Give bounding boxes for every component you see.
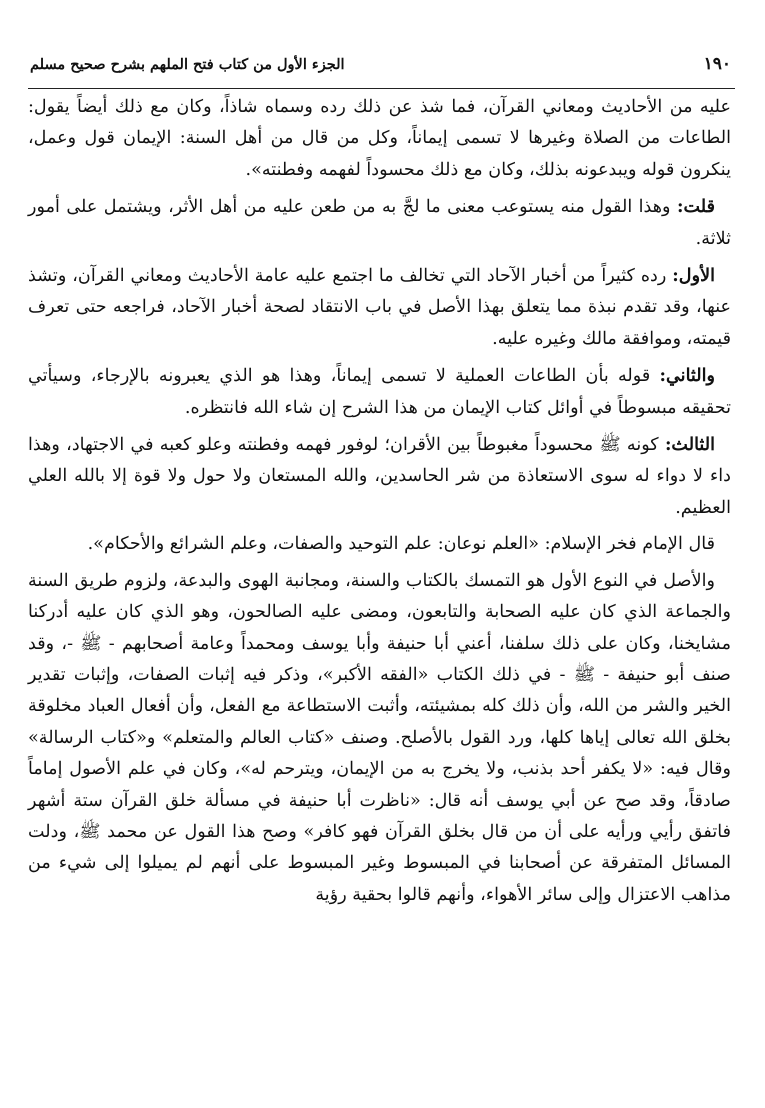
- paragraph-lead: والثاني:: [659, 365, 715, 387]
- page-body: [28, 92, 731, 1094]
- paragraph-lead: قلت:: [676, 196, 715, 218]
- paragraph-text: قوله بأن الطاعات العملية لا تسمى إيماناً، وهذا هو الذي يعبرونه بالإرجاء، وسيأتي تحقيقه مبسوطاً في أوائل كتاب الإيمان من هذا الشرح إن شاء الله فانتظره.: [28, 366, 731, 418]
- page-number: ١٩٠: [703, 54, 731, 74]
- paragraph-text: وهذا القول منه يستوعب معنى ما لجَّ به من طعن عليه من أهل الأثر، ويشتمل على أمور ثلاثة.: [28, 197, 731, 249]
- paragraph-text: قال الإمام فخر الإسلام: «العلم نوعان: علم التوحيد والصفات، وعلم الشرائع والأحكام».: [87, 534, 715, 555]
- paragraph-lead: الثالث:: [664, 434, 715, 456]
- header-rule: [28, 88, 735, 89]
- paragraph-text: كونه ﷺ محسوداً مغبوطاً بين الأقران؛ لوفور فهمه وفطنته وعلو كعبه في الاجتهاد، وهذا داء لا دواء له سوى الاستعاذة من شر الحاسدين، والله المستعان ولا حول ولا قوة إلا بالله العلي العظيم.: [28, 435, 731, 518]
- paragraph-text: رده كثيراً من أخبار الآحاد التي تخالف ما اجتمع عليه عامة الأحاديث ومعاني القرآن، وتشذ عنها، وقد تقدم نبذة مما يتعلق بهذا الأصل في باب الانتقاد لصحة أخبار الآحاد، فراجعه حتى تعرف قيمته، وموافقة مالك وغيره عليه.: [28, 266, 731, 349]
- paragraph-first-kind: [28, 566, 731, 911]
- paragraph-first: [28, 260, 731, 355]
- paragraph-fakhr-al-islam: [28, 529, 731, 560]
- page-header: [24, 44, 735, 84]
- paragraph-text: والأصل في النوع الأول هو التمسك بالكتاب والسنة، ومجانبة الهوى والبدعة، ولزوم طريق السنة والجماعة الذي كان عليه الصحابة والتابعون، ومضى عليه الصالحون، وهو الذي كان عليه أدركنا مشايخنا، وكان على ذلك سلفنا، أعني أبا حنيفة وأبا يوسف ومحمداً وعامة أصحابهم - ﷺ -، وقد صنف أبو حنيفة - ﷺ - في ذلك الكتاب «الفقه الأكبر»، وذكر فيه إثبات الصفات، وإثبات تقدير الخير والشر من الله، وأن ذلك كله بمشيئته، وأثبت الاستطاعة مع الفعل، وأن أفعال العباد مخلوقة بخلق الله تعالى إياها كلها، ورد القول بالأصلح. وصنف «كتاب العالم والمتعلم» و«كتاب الرسالة» وقال فيه: «لا يكفر أحد بذنب، ولا يخرج به من الإيمان، ويترحم له»، وكان في علم الأصول إماماً صادقاً، وقد صح عن أبي يوسف أنه قال: «ناظرت أبا حنيفة في مسألة خلق القرآن ستة أشهر فاتفق رأيي ورأيه على أن من قال بخلق القرآن فهو كافر» وصح هذا القول عن محمد ﷺ، ودلت المسائل المتفرقة عن أصحابنا في المبسوط وغير المبسوط على أنهم لم يميلوا إلى شيء من مذاهب الاعتزال وإلى سائر الأهواء، وأنهم قالوا بحقية رؤية: [28, 570, 731, 905]
- paragraph-qultu: [28, 191, 731, 255]
- paragraph-second: [28, 360, 731, 424]
- paragraph-third: [28, 429, 731, 524]
- paragraph-lead: الأول:: [672, 265, 715, 287]
- paragraph-continuation: [28, 92, 731, 186]
- running-title: الجزء الأول من كتاب فتح الملهم بشرح صحيح مسلم: [30, 55, 345, 73]
- paragraph-text: عليه من الأحاديث ومعاني القرآن، فما شذ عن ذلك رده وسماه شاذاً، وكان مع ذلك أيضاً يقول: الطاعات من الصلاة وغيرها لا تسمى إيماناً، وكل من قال من أهل السنة: الإيمان قول وعمل، ينكرون قوله ويبدعونه بذلك، وكان مع ذلك محسوداً لفهمه وفطنته».: [28, 97, 731, 180]
